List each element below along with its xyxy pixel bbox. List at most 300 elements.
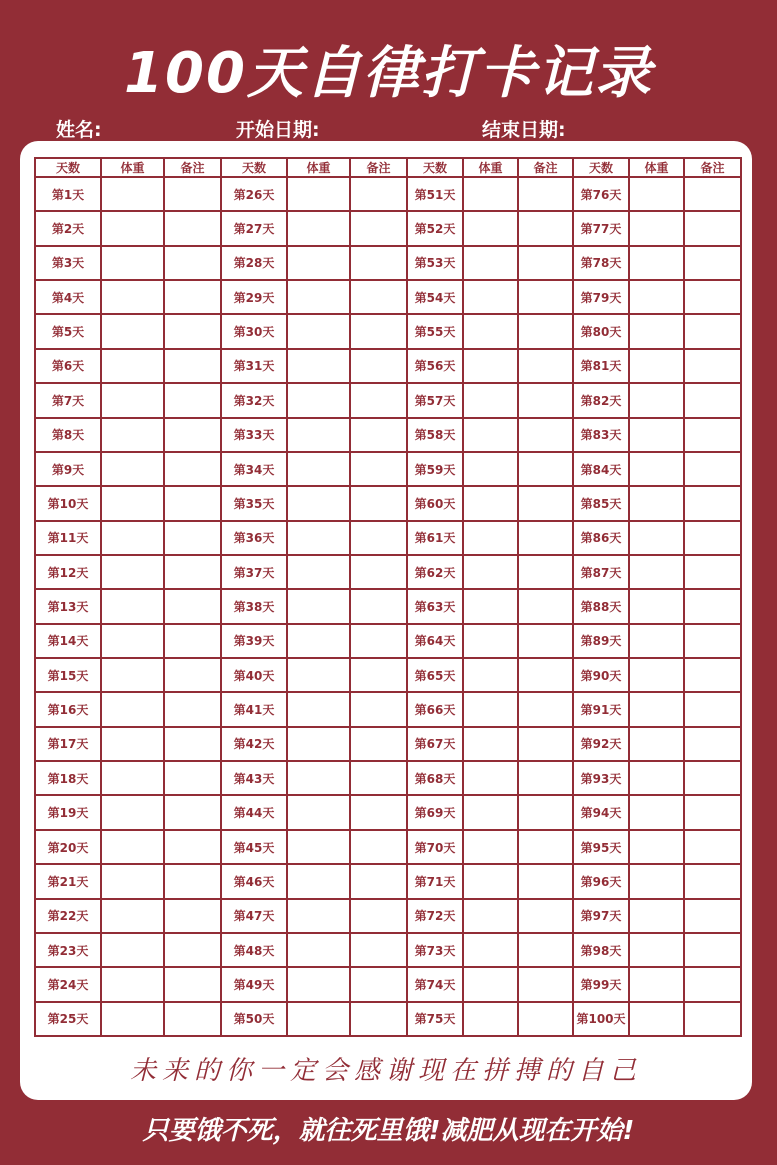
day-label: 第81天 [573,349,629,383]
weight-cell[interactable] [101,418,164,452]
footer-slogan: 只要饿不死，就往死里饿!减肥从现在开始! [142,1116,635,1146]
day-label: 第86天 [573,521,629,555]
weight-cell[interactable] [101,761,164,795]
note-cell[interactable] [518,211,573,245]
weight-cell[interactable] [463,624,518,658]
weight-cell[interactable] [463,692,518,726]
weight-cell[interactable] [463,795,518,829]
weight-cell[interactable] [629,452,684,486]
weight-cell[interactable] [629,280,684,314]
weight-cell[interactable] [463,967,518,1001]
weight-cell[interactable] [463,246,518,280]
note-cell[interactable] [518,692,573,726]
table-row [35,486,741,520]
note-cell[interactable] [350,555,407,589]
note-cell[interactable] [684,521,741,555]
note-cell[interactable] [164,383,221,417]
day-label: 第77天 [573,211,629,245]
note-cell[interactable] [164,658,221,692]
day-label: 第37天 [221,555,287,589]
day-label: 第44天 [221,795,287,829]
start-date-label: 开始日期: [236,119,320,141]
note-cell[interactable] [684,589,741,623]
weight-cell[interactable] [287,967,350,1001]
table-row [35,383,741,417]
note-cell[interactable] [350,967,407,1001]
note-cell[interactable] [164,864,221,898]
day-label: 第87天 [573,555,629,589]
day-label: 第15天 [35,658,101,692]
weight-cell[interactable] [287,795,350,829]
day-label: 第83天 [573,418,629,452]
note-cell[interactable] [684,864,741,898]
note-cell[interactable] [350,1002,407,1036]
table-row [35,246,741,280]
note-cell[interactable] [164,486,221,520]
weight-cell[interactable] [629,761,684,795]
note-cell[interactable] [518,761,573,795]
note-cell[interactable] [518,418,573,452]
weight-cell[interactable] [629,795,684,829]
table-row [35,795,741,829]
note-cell[interactable] [518,1002,573,1036]
note-cell[interactable] [164,761,221,795]
day-label: 第95天 [573,830,629,864]
end-date-label: 结束日期: [482,119,566,141]
info-row [0,116,777,144]
weight-cell[interactable] [629,658,684,692]
table-row [35,864,741,898]
weight-cell[interactable] [287,280,350,314]
note-cell[interactable] [684,280,741,314]
day-label: 第36天 [221,521,287,555]
weight-cell[interactable] [287,521,350,555]
weight-cell[interactable] [463,589,518,623]
day-label: 第7天 [35,383,101,417]
weight-cell[interactable] [629,933,684,967]
note-cell[interactable] [164,521,221,555]
note-cell[interactable] [684,761,741,795]
weight-cell[interactable] [629,418,684,452]
day-label: 第89天 [573,624,629,658]
day-label: 第76天 [573,177,629,211]
record-card [20,141,752,1100]
note-cell[interactable] [164,795,221,829]
note-cell[interactable] [350,830,407,864]
note-cell[interactable] [350,624,407,658]
note-cell[interactable] [164,967,221,1001]
weight-cell[interactable] [629,727,684,761]
note-cell[interactable] [350,246,407,280]
note-cell[interactable] [350,795,407,829]
weight-cell[interactable] [629,589,684,623]
weight-cell[interactable] [629,211,684,245]
day-label: 第12天 [35,555,101,589]
note-cell[interactable] [164,452,221,486]
note-cell[interactable] [518,589,573,623]
weight-cell[interactable] [287,452,350,486]
day-label: 第25天 [35,1002,101,1036]
note-cell[interactable] [684,418,741,452]
note-cell[interactable] [164,246,221,280]
note-cell[interactable] [518,658,573,692]
note-cell[interactable] [350,418,407,452]
day-label: 第1天 [35,177,101,211]
weight-cell[interactable] [629,899,684,933]
weight-cell[interactable] [287,418,350,452]
weight-cell[interactable] [287,692,350,726]
table-row [35,521,741,555]
note-cell[interactable] [518,349,573,383]
note-cell[interactable] [684,246,741,280]
weight-cell[interactable] [101,246,164,280]
day-label: 第23天 [35,933,101,967]
column-header: 天数 [35,158,101,177]
weight-cell[interactable] [463,280,518,314]
note-cell[interactable] [164,555,221,589]
day-label: 第64天 [407,624,463,658]
note-cell[interactable] [684,314,741,348]
note-cell[interactable] [518,967,573,1001]
note-cell[interactable] [164,1002,221,1036]
day-label: 第3天 [35,246,101,280]
weight-cell[interactable] [101,383,164,417]
note-cell[interactable] [350,933,407,967]
note-cell[interactable] [350,486,407,520]
table-row [35,314,741,348]
note-cell[interactable] [164,589,221,623]
note-cell[interactable] [350,864,407,898]
note-cell[interactable] [684,555,741,589]
weight-cell[interactable] [287,349,350,383]
note-cell[interactable] [684,727,741,761]
weight-cell[interactable] [463,521,518,555]
weight-cell[interactable] [101,658,164,692]
table-row [35,349,741,383]
note-cell[interactable] [350,899,407,933]
note-cell[interactable] [518,452,573,486]
weight-cell[interactable] [287,589,350,623]
weight-cell[interactable] [463,899,518,933]
day-label: 第47天 [221,899,287,933]
day-label: 第61天 [407,521,463,555]
weight-cell[interactable] [463,830,518,864]
weight-cell[interactable] [287,314,350,348]
weight-cell[interactable] [629,314,684,348]
day-label: 第18天 [35,761,101,795]
weight-cell[interactable] [629,555,684,589]
note-cell[interactable] [518,864,573,898]
day-label: 第33天 [221,418,287,452]
day-label: 第11天 [35,521,101,555]
column-header: 天数 [573,158,629,177]
weight-cell[interactable] [287,177,350,211]
note-cell[interactable] [350,452,407,486]
note-cell[interactable] [350,761,407,795]
note-cell[interactable] [684,624,741,658]
day-label: 第34天 [221,452,287,486]
weight-cell[interactable] [463,383,518,417]
note-cell[interactable] [684,452,741,486]
note-cell[interactable] [518,555,573,589]
weight-cell[interactable] [101,1002,164,1036]
column-header: 体重 [463,158,518,177]
note-cell[interactable] [350,589,407,623]
day-label: 第29天 [221,280,287,314]
note-cell[interactable] [350,692,407,726]
column-header: 天数 [407,158,463,177]
weight-cell[interactable] [101,624,164,658]
day-label: 第10天 [35,486,101,520]
weight-cell[interactable] [463,486,518,520]
weight-cell[interactable] [101,452,164,486]
day-label: 第32天 [221,383,287,417]
weight-cell[interactable] [287,864,350,898]
day-label: 第60天 [407,486,463,520]
weight-cell[interactable] [101,830,164,864]
day-label: 第51天 [407,177,463,211]
day-label: 第100天 [573,1002,629,1036]
note-cell[interactable] [684,795,741,829]
weight-cell[interactable] [101,967,164,1001]
day-label: 第82天 [573,383,629,417]
weight-cell[interactable] [463,349,518,383]
day-label: 第17天 [35,727,101,761]
note-cell[interactable] [350,280,407,314]
day-label: 第42天 [221,727,287,761]
note-cell[interactable] [164,280,221,314]
weight-cell[interactable] [101,795,164,829]
note-cell[interactable] [518,727,573,761]
day-label: 第71天 [407,864,463,898]
day-label: 第70天 [407,830,463,864]
weight-cell[interactable] [463,933,518,967]
table-row [35,418,741,452]
day-label: 第69天 [407,795,463,829]
note-cell[interactable] [164,314,221,348]
day-label: 第93天 [573,761,629,795]
note-cell[interactable] [350,521,407,555]
note-cell[interactable] [684,211,741,245]
day-label: 第13天 [35,589,101,623]
day-label: 第41天 [221,692,287,726]
table-row [35,727,741,761]
weight-cell[interactable] [463,452,518,486]
note-cell[interactable] [684,349,741,383]
weight-cell[interactable] [463,418,518,452]
note-cell[interactable] [164,349,221,383]
weight-cell[interactable] [101,486,164,520]
weight-cell[interactable] [629,383,684,417]
note-cell[interactable] [164,177,221,211]
weight-cell[interactable] [101,899,164,933]
day-label: 第14天 [35,624,101,658]
note-cell[interactable] [350,314,407,348]
note-cell[interactable] [518,795,573,829]
table-row [35,692,741,726]
weight-cell[interactable] [287,1002,350,1036]
note-cell[interactable] [684,383,741,417]
weight-cell[interactable] [287,555,350,589]
weight-cell[interactable] [629,967,684,1001]
note-cell[interactable] [518,280,573,314]
weight-cell[interactable] [629,624,684,658]
weight-cell[interactable] [287,246,350,280]
day-label: 第57天 [407,383,463,417]
note-cell[interactable] [164,624,221,658]
note-cell[interactable] [518,830,573,864]
weight-cell[interactable] [287,761,350,795]
weight-cell[interactable] [463,314,518,348]
note-cell[interactable] [350,349,407,383]
day-label: 第49天 [221,967,287,1001]
day-label: 第90天 [573,658,629,692]
note-cell[interactable] [518,624,573,658]
day-label: 第9天 [35,452,101,486]
day-label: 第8天 [35,418,101,452]
day-label: 第48天 [221,933,287,967]
day-label: 第22天 [35,899,101,933]
weight-cell[interactable] [629,246,684,280]
note-cell[interactable] [518,246,573,280]
note-cell[interactable] [164,830,221,864]
note-cell[interactable] [164,692,221,726]
checkin-table [34,157,742,1037]
note-cell[interactable] [350,177,407,211]
day-label: 第19天 [35,795,101,829]
weight-cell[interactable] [287,211,350,245]
weight-cell[interactable] [287,658,350,692]
note-cell[interactable] [164,211,221,245]
note-cell[interactable] [164,418,221,452]
motivational-slogan: 未来的你一定会感谢现在拼搏的自己 [129,1056,642,1086]
note-cell[interactable] [518,899,573,933]
weight-cell[interactable] [287,899,350,933]
weight-cell[interactable] [101,555,164,589]
weight-cell[interactable] [629,692,684,726]
weight-cell[interactable] [463,727,518,761]
table-row [35,933,741,967]
weight-cell[interactable] [101,933,164,967]
weight-cell[interactable] [101,280,164,314]
column-header: 体重 [287,158,350,177]
day-label: 第92天 [573,727,629,761]
weight-cell[interactable] [101,314,164,348]
note-cell[interactable] [684,899,741,933]
note-cell[interactable] [684,1002,741,1036]
weight-cell[interactable] [629,830,684,864]
weight-cell[interactable] [629,349,684,383]
note-cell[interactable] [164,727,221,761]
weight-cell[interactable] [463,1002,518,1036]
note-cell[interactable] [518,933,573,967]
table-header-row [35,158,741,177]
weight-cell[interactable] [629,1002,684,1036]
note-cell[interactable] [164,899,221,933]
weight-cell[interactable] [629,486,684,520]
day-label: 第50天 [221,1002,287,1036]
table-body [35,177,741,1036]
day-label: 第85天 [573,486,629,520]
day-label: 第35天 [221,486,287,520]
weight-cell[interactable] [287,624,350,658]
note-cell[interactable] [518,177,573,211]
column-header: 备注 [350,158,407,177]
day-label: 第31天 [221,349,287,383]
day-label: 第56天 [407,349,463,383]
table-row [35,830,741,864]
note-cell[interactable] [518,521,573,555]
note-cell[interactable] [684,486,741,520]
day-label: 第88天 [573,589,629,623]
column-header: 天数 [221,158,287,177]
weight-cell[interactable] [101,864,164,898]
table-row [35,1002,741,1036]
note-cell[interactable] [350,383,407,417]
weight-cell[interactable] [101,727,164,761]
note-cell[interactable] [684,830,741,864]
weight-cell[interactable] [287,486,350,520]
weight-cell[interactable] [629,521,684,555]
weight-cell[interactable] [101,211,164,245]
day-label: 第72天 [407,899,463,933]
weight-cell[interactable] [101,589,164,623]
note-cell[interactable] [518,314,573,348]
note-cell[interactable] [684,692,741,726]
column-header: 体重 [101,158,164,177]
day-label: 第96天 [573,864,629,898]
note-cell[interactable] [684,967,741,1001]
weight-cell[interactable] [287,933,350,967]
note-cell[interactable] [164,933,221,967]
weight-cell[interactable] [463,211,518,245]
weight-cell[interactable] [101,692,164,726]
day-label: 第46天 [221,864,287,898]
page-title: 100天自律打卡记录 [124,41,653,106]
weight-cell[interactable] [629,177,684,211]
weight-cell[interactable] [463,761,518,795]
table-row [35,624,741,658]
table-row [35,967,741,1001]
note-cell[interactable] [684,177,741,211]
weight-cell[interactable] [101,177,164,211]
table-row [35,899,741,933]
note-cell[interactable] [518,383,573,417]
weight-cell[interactable] [287,383,350,417]
weight-cell[interactable] [463,555,518,589]
table-row [35,211,741,245]
day-label: 第63天 [407,589,463,623]
weight-cell[interactable] [287,830,350,864]
weight-cell[interactable] [101,349,164,383]
weight-cell[interactable] [629,864,684,898]
day-label: 第2天 [35,211,101,245]
day-label: 第28天 [221,246,287,280]
column-header: 体重 [629,158,684,177]
note-cell[interactable] [350,727,407,761]
note-cell[interactable] [684,933,741,967]
note-cell[interactable] [684,658,741,692]
weight-cell[interactable] [101,521,164,555]
note-cell[interactable] [350,211,407,245]
weight-cell[interactable] [463,864,518,898]
note-cell[interactable] [350,658,407,692]
weight-cell[interactable] [463,658,518,692]
weight-cell[interactable] [463,177,518,211]
day-label: 第30天 [221,314,287,348]
weight-cell[interactable] [287,727,350,761]
note-cell[interactable] [518,486,573,520]
